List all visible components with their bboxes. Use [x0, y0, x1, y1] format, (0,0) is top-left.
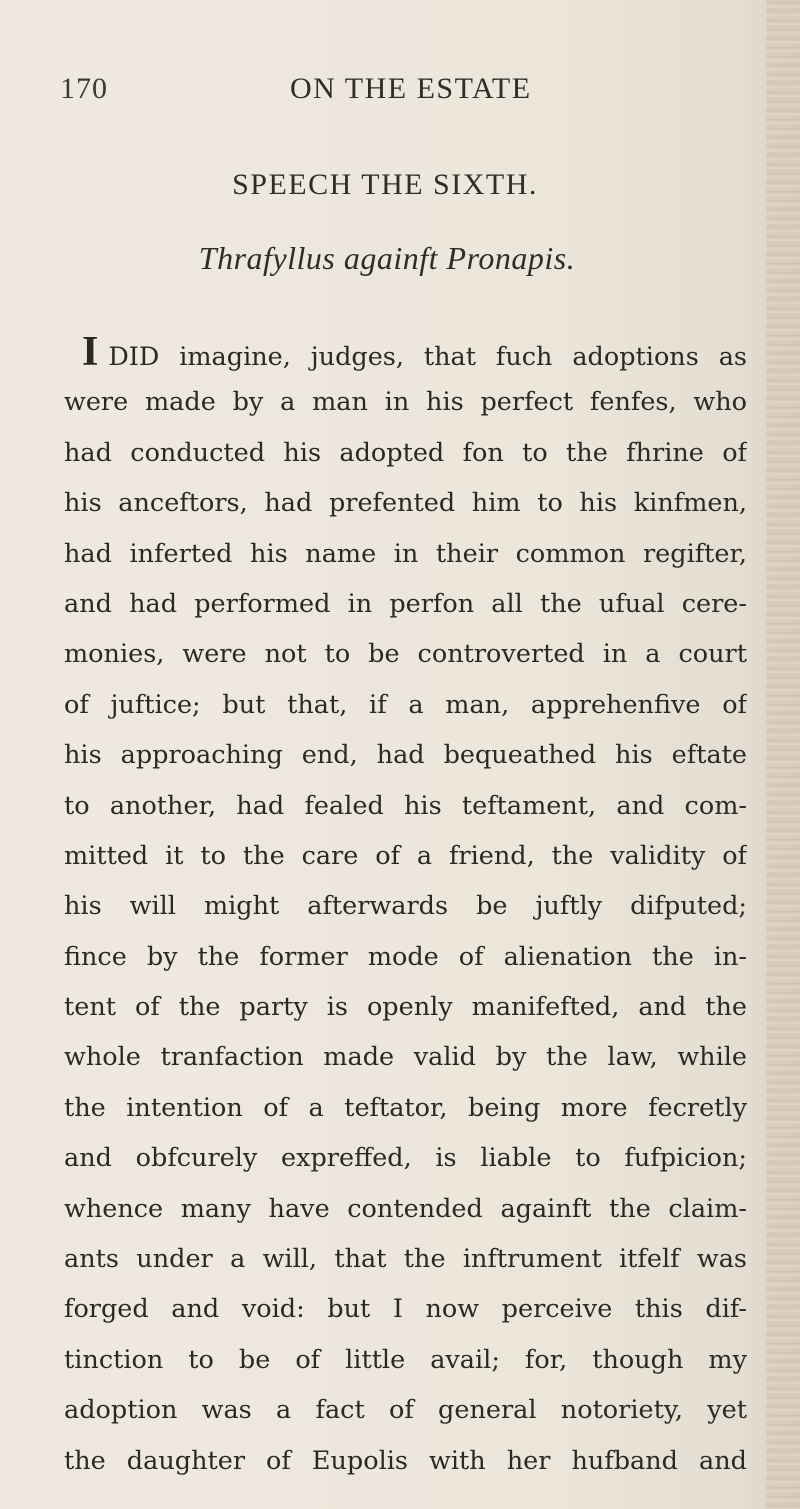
- text-line: forged and void: but I now perceive this dif-: [64, 1294, 747, 1325]
- text-line: and obfcurely expreffed, is liable to fufpicion;: [64, 1143, 747, 1174]
- text-line: had inferted his name in their common regifter,: [64, 538, 747, 569]
- page-edge: [766, 0, 800, 1509]
- page-number: 170: [60, 72, 108, 105]
- text-line: whole tranfaction made valid by the law, while: [64, 1042, 747, 1073]
- text-line: tent of the party is openly manifefted, and the: [64, 992, 747, 1023]
- text-line: his approaching end, had bequeathed his eftate: [64, 740, 747, 771]
- body-text: [64, 327, 747, 1486]
- text-line: and had performed in perfon all the ufual cere-: [64, 588, 747, 619]
- text-line: whence many have contended againft the claim-: [64, 1193, 747, 1224]
- speech-subtitle: Thrafyllus againft Pronapis.: [198, 240, 576, 276]
- text-line: to another, had fealed his teftament, and com-: [64, 790, 747, 821]
- text-line: the daughter of Eupolis with her hufband and: [64, 1445, 747, 1476]
- speech-title: SPEECH THE SIXTH.: [232, 168, 538, 201]
- text-line: were made by a man in his perfect fenfes, who: [64, 387, 747, 418]
- text-line: his anceftors, had prefented him to his kinfmen,: [64, 488, 747, 519]
- page-header: [60, 52, 760, 112]
- text-line: tinction to be of little avail; for, though my: [64, 1344, 747, 1375]
- text-line: mitted it to the care of a friend, the validity of: [64, 840, 747, 871]
- text-line: fince by the former mode of alienation the in-: [64, 941, 747, 972]
- text-line: monies, were not to be controverted in a court: [64, 639, 747, 670]
- text-line: the intention of a teftator, being more fecretly: [64, 1092, 747, 1123]
- text-line: ants under a will, that the inftrument itfelf was: [64, 1244, 747, 1275]
- text-line: his will might afterwards be juftly difputed;: [64, 891, 747, 922]
- drop-cap: I: [82, 329, 99, 375]
- first-line-rest: imagine, judges, that fuch adoptions as: [179, 342, 747, 372]
- text-line: of juftice; but that, if a man, apprehenfive of: [64, 689, 747, 720]
- text-line: adoption was a fact of general notoriety, yet: [64, 1395, 747, 1426]
- text-line: had conducted his adopted fon to the fhrine of: [64, 437, 747, 468]
- first-word: DID: [108, 342, 160, 372]
- text-line-first: [64, 327, 747, 377]
- running-head: ON THE ESTATE: [290, 72, 532, 105]
